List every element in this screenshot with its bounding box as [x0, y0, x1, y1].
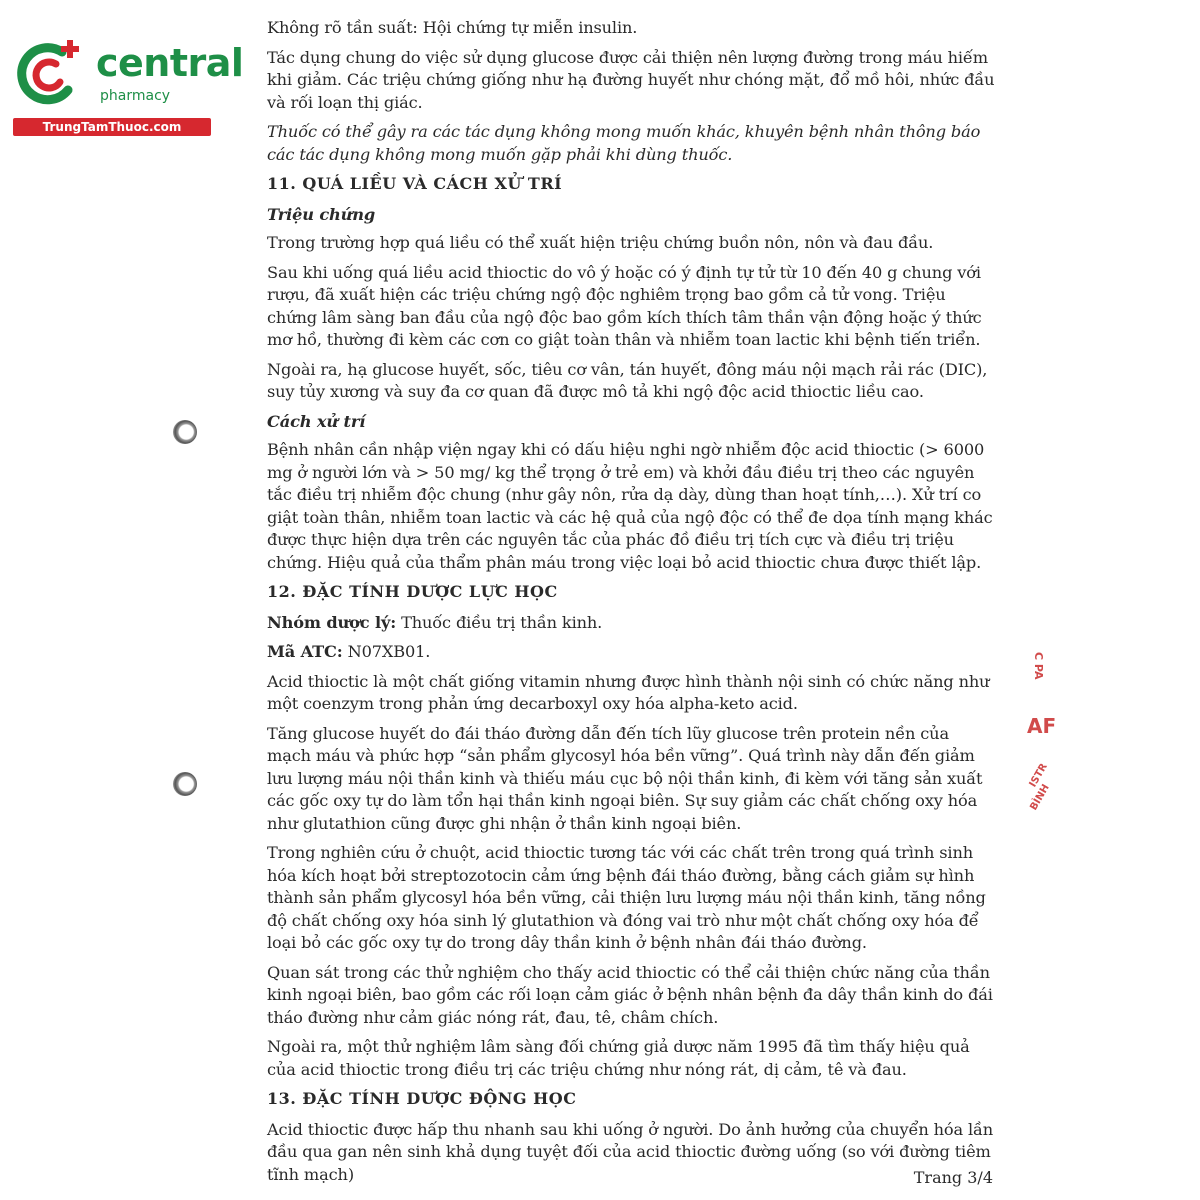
paragraph: Tăng glucose huyết do đái tháo đường dẫn đến tích lũy glucose trên protein nền của mạch máu và phức hợp “sản phẩm glycosyl hóa bền vững”. Quá trình này dẫn đến giảm lưu lượng máu nội thần kinh và thiếu máu cục bộ nội thần kinh, đi kèm với tăng sản xuất các gốc oxy tự do làm tổn hại thần kinh ngoại biên. Sự suy giảm các chất chống oxy hóa như glutathion cũng được ghi nhận ở thần kinh ngoại biên.	[267, 723, 983, 833]
pharmacologic-group	[267, 612, 995, 635]
paragraph: Trong nghiên cứu ở chuột, acid thioctic tương tác với các chất trên trong quá trình sinh hóa kích hoạt bởi streptozotocin cảm ứng bệnh đái tháo đường, bằng cách giảm sự hình thành sản phẩm glycosyl hóa bền vững, cải thiện lưu lượng máu nội thần kinh, tăng nồng độ chất chống oxy hóa sinh lý glutathion và đóng vai trò như một chất chống oxy hóa để loại bỏ các gốc oxy tự do trong dây thần kinh ở bệnh nhân đái tháo đường.	[267, 843, 986, 952]
stamp-fragment: BÌNH	[1028, 782, 1052, 813]
treatment-heading: Cách xử trí	[267, 411, 366, 431]
advice-text: Thuốc có thể gây ra các tác dụng không mong muốn khác, khuyên bệnh nhân thông báo các tác dụng không mong muốn gặp phải khi dùng thuốc.	[267, 122, 981, 164]
section-12-title: 12. ĐẶC TÍNH DƯỢC LỰC HỌC	[267, 582, 558, 601]
paragraph: Tác dụng chung do việc sử dụng glucose được cải thiện nên lượng đường trong máu hiếm khi giảm. Các triệu chứng giống như hạ đường huyết như chóng mặt, đổ mồ hôi, nhức đầu và rối loạn thị giác.	[267, 47, 995, 112]
paragraph: Ngoài ra, hạ glucose huyết, sốc, tiêu cơ vân, tán huyết, đông máu nội mạch rải rác (DIC), suy tủy xương và suy đa cơ quan đã được mô tả khi ngộ độc acid thioctic liều cao.	[267, 359, 988, 401]
paragraph: Acid thioctic được hấp thu nhanh sau khi uống ở người. Do ảnh hưởng của chuyển hóa lần đầu qua gan nên sinh khả dụng tuyệt đối của acid thioctic đường uống (so với đường tiêm tĩnh mạch)	[267, 1119, 994, 1184]
logo-subtitle: pharmacy	[100, 88, 171, 104]
paragraph: Acid thioctic là một chất giống vitamin nhưng được hình thành nội sinh có chức năng như một coenzym trong phản ứng decarboxyl oxy hóa alpha-keto acid.	[267, 671, 990, 713]
stamp-fragment: AF	[1027, 714, 1057, 738]
stamp-fragment: ISTR	[1027, 761, 1050, 790]
pharmacy-logo-icon	[12, 38, 84, 110]
paragraph: Trong trường hợp quá liều có thể xuất hiện triệu chứng buồn nôn, nôn và đau đầu.	[267, 233, 934, 252]
atc-value: N07XB01.	[342, 642, 431, 661]
paragraph: Sau khi uống quá liều acid thioctic do vô ý hoặc có ý định tự tử từ 10 đến 40 g chung với rượu, đã xuất hiện các triệu chứng ngộ độc nghiêm trọng bao gồm cả tử vong. Triệu chứng lâm sàng ban đầu của ngộ độc bao gồm kích thích tâm thần vận động hoặc ý thức mơ hồ, thường đi kèm các cơn co giật toàn thân và nhiễm toan lactic khi bệnh tiến triển.	[267, 262, 982, 349]
punch-hole-icon	[173, 420, 197, 444]
paragraph: Quan sát trong các thử nghiệm cho thấy acid thioctic có thể cải thiện chức năng của thần kinh ngoại biên, bao gồm các rối loạn cảm giác ở bệnh nhân bệnh đa dây thần kinh do đái tháo đường như cảm giác nóng rát, đau, tê, châm chích.	[267, 962, 993, 1027]
section-11-title: 11. QUÁ LIỀU VÀ CÁCH XỬ TRÍ	[267, 174, 563, 193]
symptoms-heading: Triệu chứng	[267, 204, 376, 224]
group-value: Thuốc điều trị thần kinh.	[396, 612, 603, 632]
group-label: Nhóm dược lý:	[267, 612, 397, 632]
stamp-fragment: C PA	[1032, 652, 1045, 680]
logo-brand-name: central	[96, 41, 244, 85]
punch-hole-icon	[173, 772, 197, 796]
document-body	[267, 17, 995, 1193]
atc-label: Mã ATC:	[267, 642, 343, 661]
section-13-title: 13. ĐẶC TÍNH DƯỢC ĐỘNG HỌC	[267, 1089, 577, 1108]
page-number: Trang 3/4	[913, 1168, 993, 1187]
paragraph: Bệnh nhân cần nhập viện ngay khi có dấu hiệu nghi ngờ nhiễm độc acid thioctic (> 6000 mg ở người lớn và > 50 mg/ kg thể trọng ở trẻ em) và khởi đầu điều trị theo các nguyên tắc điều trị nhiễm độc chung (như gây nôn, rửa dạ dày, dùng than hoạt tính,…). Xử trí co giật toàn thân, nhiễm toan lactic và các hệ quả của ngộ độc có thể đe dọa tính mạng khác được thực hiện dựa trên các nguyên tắc của phác đồ điều trị tích cực và điều trị triệu chứng. Hiệu quả của thẩm phân máu trong việc loại bỏ acid thioctic chưa được thiết lập.	[267, 440, 993, 572]
paragraph: Ngoài ra, một thử nghiệm lâm sàng đối chứng giả dược năm 1995 đã tìm thấy hiệu quả của acid thioctic trong điều trị các triệu chứng như nóng rát, dị cảm, tê và đau.	[267, 1037, 970, 1079]
frequency-line: Không rõ tần suất: Hội chứng tự miễn insulin.	[267, 18, 638, 37]
central-pharmacy-logo	[10, 38, 244, 138]
advice-paragraph	[267, 121, 995, 166]
logo-website: TrungTamThuoc.com	[13, 118, 211, 136]
atc-code	[267, 641, 995, 664]
